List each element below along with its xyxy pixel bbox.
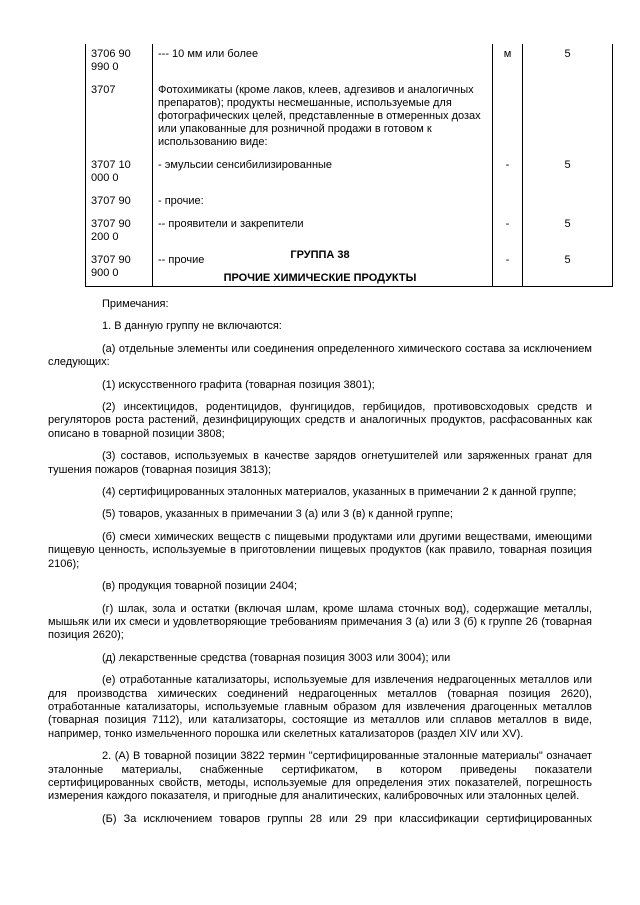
duty-rate-cell	[523, 80, 613, 155]
commodity-code-cell: 3707 90 200 0	[86, 214, 153, 250]
table-row	[86, 80, 613, 155]
note-paragraph: (а) отдельные элементы или соединения определенного химического состава за исключением следующих:	[48, 342, 592, 369]
duty-rate-cell	[523, 191, 613, 214]
unit-cell: м	[493, 44, 523, 80]
description-cell: Фотохимикаты (кроме лаков, клеев, адгезивов и аналогичных препаратов); продукты несмешанные, используемые для фотографических целей, представленные в отмеренных дозах или упакованные для розничной продажи в готовом к использованию виде:	[153, 80, 493, 155]
table-row	[86, 191, 613, 214]
unit-cell	[493, 191, 523, 214]
note-paragraph: (в) продукция товарной позиции 2404;	[102, 580, 298, 593]
chapter-title-heading: ПРОЧИЕ ХИМИЧЕСКИЕ ПРОДУКТЫ	[223, 272, 417, 284]
description-cell: -- прочие	[153, 250, 493, 287]
note-paragraph: (г) шлак, зола и остатки (включая шлам, кроме шлама сточных вод), содержащие металлы, мышьяк или их смеси и удовлетворяющие требованиям примечания 3 (а) или 3 (б) к группе 26 (товарная позиция 2620);	[48, 602, 592, 642]
duty-rate-cell: 5	[523, 44, 613, 80]
duty-rate-cell: 5	[523, 250, 613, 287]
description-cell: - эмульсии сенсибилизированные	[153, 155, 493, 191]
note-paragraph: (4) сертифицированных эталонных материалов, указанных в примечании 2 к данной группе;	[102, 486, 577, 499]
notes-section	[48, 298, 592, 826]
unit-cell: -	[493, 155, 523, 191]
table-row	[86, 155, 613, 191]
chapter-content	[48, 249, 592, 835]
unit-cell	[493, 80, 523, 155]
commodity-code-cell: 3707 90	[86, 191, 153, 214]
note-paragraph: 2. (А) В товарной позиции 3822 термин "сертифицированные эталонные материалы" означает эталонные материалы, снабженные сертификатом, в котором приведены показатели сертифицированных свойств, методы, используемые для определения этих показателей, погрешность измерения каждого показателя, и пригодные для аналитических, калибровочных или эталонных целей.	[48, 750, 592, 803]
commodity-code-cell: 3706 90 990 0	[86, 44, 153, 80]
commodity-code-cell: 3707 90 900 0	[86, 250, 153, 287]
unit-cell: -	[493, 214, 523, 250]
description-cell: --- 10 мм или более	[153, 44, 493, 80]
description-cell: -- проявители и закрепители	[153, 214, 493, 250]
note-paragraph: Примечания:	[102, 298, 169, 310]
note-paragraph: (б) смеси химических веществ с пищевыми продуктами или другими веществами, имеющими пищевую ценность, используемые в приготовлении пищевых продуктов (как правило, товарная позиция 2106);	[48, 530, 592, 570]
commodity-code-cell: 3707	[86, 80, 153, 155]
note-paragraph: (е) отработанные катализаторы, используемые для извлечения недрагоценных металлов или для производства химических соединений недрагоценных металлов (товарная позиция 2620), отработанные катализаторы, используемые главным образом для извлечения драгоценных металлов (товарная позиция 7112), или катализаторы, состоящие из металлов или сплавов металлов в виде, например, тонко измельченного порошка или скелетных катализаторов (раздел XIV или XV).	[48, 674, 592, 740]
note-paragraph: (5) товаров, указанных в примечании 3 (а) или 3 (в) к данной группе;	[102, 508, 453, 521]
note-paragraph: (д) лекарственные средства (товарная позиция 3003 или 3004); или	[102, 651, 451, 664]
note-paragraph: (3) составов, используемых в качестве зарядов огнетушителей или заряженных гранат для тушения пожаров (товарная позиция 3813);	[48, 450, 592, 476]
note-paragraph: 1. В данную группу не включаются:	[102, 320, 282, 333]
duty-rate-cell: 5	[523, 214, 613, 250]
commodity-code-cell: 3707 10 000 0	[86, 155, 153, 191]
table-row	[86, 44, 613, 80]
description-cell: - прочие:	[153, 191, 493, 214]
duty-rate-cell: 5	[523, 155, 613, 191]
table-row	[86, 214, 613, 250]
note-paragraph: (Б) За исключением товаров группы 28 или 29 при классификации сертифицированных	[102, 812, 592, 825]
note-paragraph: (1) искусственного графита (товарная позиция 3801);	[102, 378, 375, 391]
group-heading: ГРУППА 38	[290, 249, 350, 261]
note-paragraph: (2) инсектицидов, родентицидов, фунгицидов, гербицидов, противовсходовых средств и регуляторов роста растений, дезинфицирующих средств и аналогичных продуктов, расфасованных как описано в товарной позиции 3808;	[48, 401, 592, 440]
unit-cell: -	[493, 250, 523, 287]
